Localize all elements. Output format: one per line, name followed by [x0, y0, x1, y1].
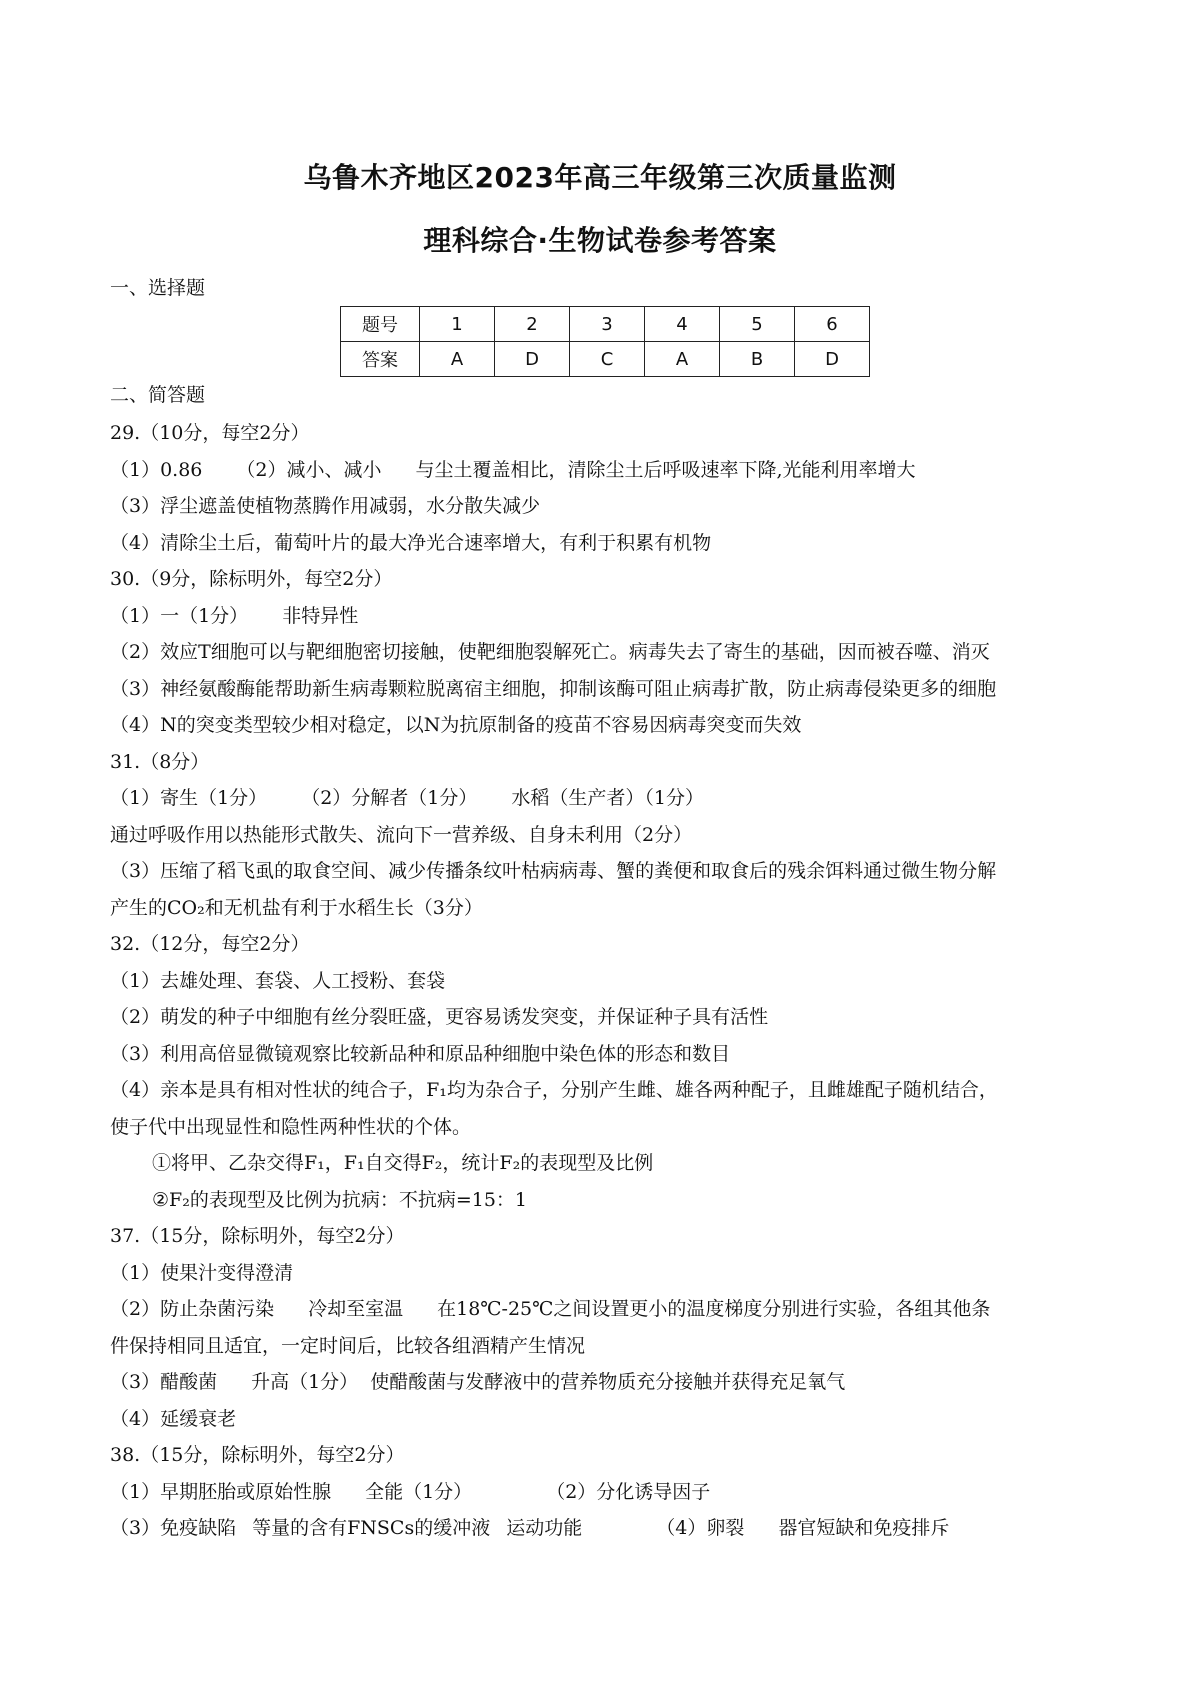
- q30-line-1: [110, 603, 358, 629]
- section-short-heading: 二、简答题: [110, 384, 206, 406]
- q31-line-3: （3）压缩了稻飞虱的取食空间、减少传播条纹叶枯病病毒、蟹的粪便和取食后的残余饵料通过微生物分解: [110, 860, 997, 882]
- table-cell-number: 5: [720, 307, 795, 342]
- page-title: 乌鲁木齐地区2023年高三年级第三次质量监测: [303, 161, 897, 194]
- table-cell-answer: D: [795, 342, 870, 377]
- q29-line-3: （4）清除尘土后，葡萄叶片的最大净光合速率增大，有利于积累有机物: [110, 532, 712, 554]
- q30-heading: 30.（9分，除标明外，每空2分）: [110, 568, 393, 590]
- page-subtitle: 理科综合·生物试卷参考答案: [423, 224, 777, 257]
- q37-heading: 37.（15分，除标明外，每空2分）: [110, 1225, 405, 1247]
- q38-ans-6: 运动功能: [506, 1517, 583, 1539]
- q31-ans-1: （1）寄生（1分）: [110, 787, 268, 809]
- q38-heading: 38.（15分，除标明外，每空2分）: [110, 1444, 405, 1466]
- section-choice-heading: 一、选择题: [110, 277, 206, 299]
- q37-ans-3: 在18℃-25℃之间设置更小的温度梯度分别进行实验，各组其他条: [437, 1298, 991, 1320]
- q32-line-5: 使子代中出现显性和隐性两种性状的个体。: [110, 1116, 472, 1138]
- table-cell-answer: C: [570, 342, 645, 377]
- q29-ans-1: （1）0.86: [110, 459, 203, 481]
- q30-line-2: （2）效应T细胞可以与靶细胞密切接触，使靶细胞裂解死亡。病毒失去了寄生的基础，因而被吞噬、消灭: [110, 641, 990, 663]
- q31-line-2: 通过呼吸作用以热能形式散失、流向下一营养级、自身未利用（2分）: [110, 824, 693, 846]
- table-cell-answer: A: [645, 342, 720, 377]
- q37-line-5: （4）延缓衰老: [110, 1408, 237, 1430]
- table-cell-number: 1: [420, 307, 495, 342]
- table-row-numbers: [341, 307, 870, 342]
- q38-line-2: [110, 1515, 949, 1541]
- table-cell-label: 题号: [341, 307, 420, 342]
- q37-ans-2: 冷却至室温: [308, 1298, 404, 1320]
- answer-table: [340, 306, 870, 377]
- q38-ans-8: 器官短缺和免疫排斥: [778, 1517, 950, 1539]
- q37-line-2: [110, 1296, 990, 1322]
- q37-ans-1: （2）防止杂菌污染: [110, 1298, 275, 1320]
- q37-line-1: （1）使果汁变得澄清: [110, 1262, 294, 1284]
- table-cell-answer: D: [495, 342, 570, 377]
- q38-ans-4: （3）免疫缺陷: [110, 1517, 237, 1539]
- q29-heading: 29.（10分，每空2分）: [110, 422, 310, 444]
- q38-ans-7: （4）卵裂: [656, 1517, 745, 1539]
- q38-ans-1: （1）早期胚胎或原始性腺: [110, 1481, 332, 1503]
- table-cell-number: 4: [645, 307, 720, 342]
- q32-heading: 32.（12分，每空2分）: [110, 933, 310, 955]
- q31-line-1: [110, 785, 704, 811]
- q30-line-4: （4）N的突变类型较少相对稳定，以N为抗原制备的疫苗不容易因病毒突变而失效: [110, 714, 802, 736]
- q37-ans-6: 使醋酸菌与发酵液中的营养物质充分接触并获得充足氧气: [370, 1371, 846, 1393]
- q37-ans-5: 升高（1分）: [251, 1371, 359, 1393]
- q32-line-1: （1）去雄处理、套袋、人工授粉、套袋: [110, 970, 446, 992]
- q37-line-3: 件保持相同且适宜，一定时间后，比较各组酒精产生情况: [110, 1335, 586, 1357]
- q37-line-4: [110, 1369, 845, 1395]
- q29-ans-2: （2）减小、减小: [236, 459, 382, 481]
- q32-line-7: ②F₂的表现型及比例为抗病：不抗病=15：1: [152, 1189, 528, 1211]
- table-cell-answer: A: [420, 342, 495, 377]
- q38-line-1: [110, 1479, 710, 1505]
- q31-ans-2: （2）分解者（1分）: [301, 787, 478, 809]
- q31-heading: 31.（8分）: [110, 751, 210, 773]
- table-row-answers: [341, 342, 870, 377]
- table-cell-number: 6: [795, 307, 870, 342]
- q32-line-3: （3）利用高倍显微镜观察比较新品种和原品种细胞中染色体的形态和数目: [110, 1043, 731, 1065]
- table-cell-label: 答案: [341, 342, 420, 377]
- q32-line-6: ①将甲、乙杂交得F₁，F₁自交得F₂，统计F₂的表现型及比例: [152, 1152, 654, 1174]
- table-cell-number: 3: [570, 307, 645, 342]
- q38-ans-2: 全能（1分）: [365, 1481, 473, 1503]
- q30-ans-1: （1）一（1分）: [110, 605, 249, 627]
- q37-ans-4: （3）醋酸菌: [110, 1371, 218, 1393]
- q29-line-2: （3）浮尘遮盖使植物蒸腾作用减弱，水分散失减少: [110, 495, 541, 517]
- table-cell-number: 2: [495, 307, 570, 342]
- table-cell-answer: B: [720, 342, 795, 377]
- q29-ans-3: 与尘土覆盖相比，清除尘土后呼吸速率下降,光能利用率增大: [415, 459, 916, 481]
- q38-ans-3: （2）分化诱导因子: [546, 1481, 711, 1503]
- q31-ans-3: 水稻（生产者）（1分）: [511, 787, 704, 809]
- q30-ans-2: 非特异性: [282, 605, 359, 627]
- q29-line-1: [110, 457, 916, 483]
- q31-line-4: 产生的CO₂和无机盐有利于水稻生长（3分）: [110, 897, 483, 919]
- q38-ans-5: 等量的含有FNSCs的缓冲液: [252, 1517, 491, 1539]
- q32-line-4: （4）亲本是具有相对性状的纯合子，F₁均为杂合子，分别产生雌、雄各两种配子，且雌雄配子随机结合，: [110, 1079, 998, 1101]
- q30-line-3: （3）神经氨酸酶能帮助新生病毒颗粒脱离宿主细胞，抑制该酶可阻止病毒扩散，防止病毒侵染更多的细胞: [110, 678, 997, 700]
- q32-line-2: （2）萌发的种子中细胞有丝分裂旺盛，更容易诱发突变，并保证种子具有活性: [110, 1006, 769, 1028]
